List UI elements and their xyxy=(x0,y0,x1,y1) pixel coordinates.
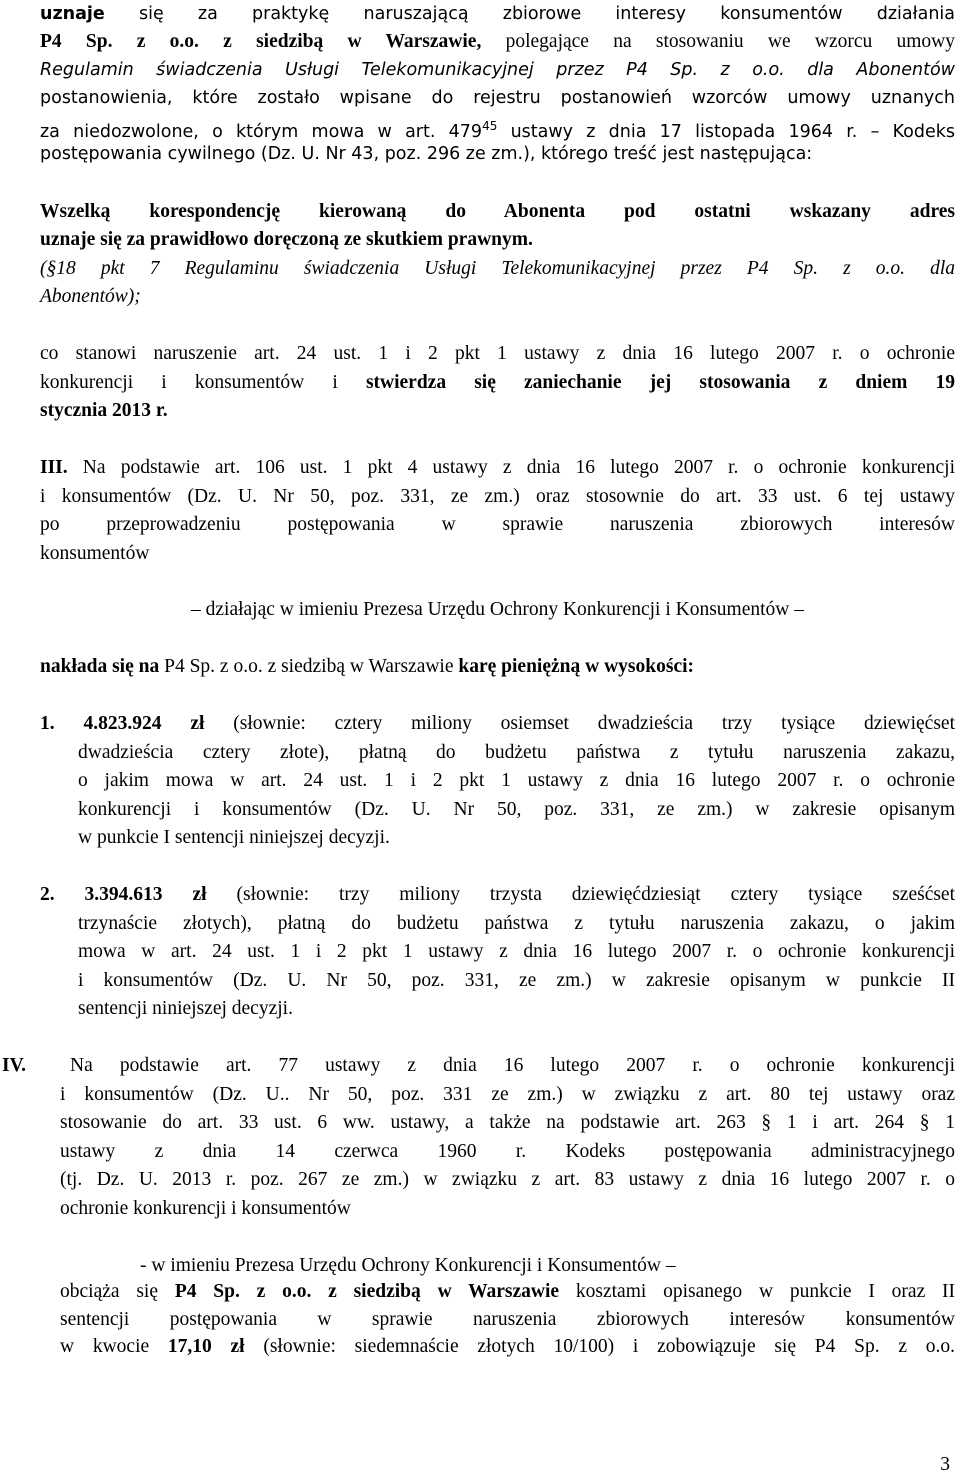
quote-line: Abonentów); xyxy=(40,286,141,307)
text-line: konsumentów xyxy=(40,543,150,564)
text-line: i konsumentów (Dz. U. Nr 50, poz. 331, ze zm.) oraz stosownie do art. 33 ust. 6 tej ustawy xyxy=(40,486,955,507)
text-line: (tj. Dz. U. 2013 r. poz. 267 ze zm.) w związku z art. 83 ustawy z dnia 16 lutego 2007 r. o xyxy=(60,1169,955,1190)
text-line: trzynaście złotych), płatną do budżetu państwa z tytułu naruszenia zakazu, o jakim xyxy=(78,913,955,934)
text-line: ustawy z dnia 14 czerwca 1960 r. Kodeks postępowania administracyjnego xyxy=(60,1141,955,1162)
text-line: konkurencji i konsumentów i stwierdza się zaniechanie jej stosowania z dniem 19 xyxy=(40,372,955,393)
text-line: w kwocie 17,10 zł (słownie: siedemnaście złotych 10/100) i zobowiązuje się P4 Sp. z o.o. xyxy=(60,1336,955,1357)
text-line: nakłada się na P4 Sp. z o.o. z siedzibą w Warszawie karę pieniężną w wysokości: xyxy=(40,656,695,677)
text-line: za niedozwolone, o którym mowa w art. $479^{45}$ ustawy z dnia 17 listopada 1964 r. – Kodeks xyxy=(40,119,956,142)
text-line: i konsumentów (Dz. U. Nr 50, poz. 331, ze zm.) w zakresie opisanym w punkcie II xyxy=(78,970,955,991)
text-line: postępowania cywilnego (Dz. U. Nr 43, poz. 296 ze zm.), którego treść jest następująca: xyxy=(40,144,813,164)
quote-line: Wszelką korespondencję kierowaną do Abonenta pod ostatni wskazany adres xyxy=(40,201,955,222)
text-line: w punkcie I sentencji niniejszej decyzji. xyxy=(78,827,390,848)
text-line: dwadzieścia cztery złote), płatną do budżetu państwa z tytułu naruszenia zakazu, xyxy=(78,742,955,763)
quote-line: (§18 pkt 7 Regulaminu świadczenia Usługi Telekomunikacyjnej przez P4 Sp. z o.o. dla xyxy=(40,258,955,279)
penalty-item: 1. 4.823.924 zł (słownie: cztery miliony osiemset dwadzieścia trzy tysiące dziewięćset xyxy=(40,713,956,734)
text-line: obciąża się P4 Sp. z o.o. z siedzibą w Warszawie kosztami opisanego w punkcie I oraz II xyxy=(60,1281,956,1302)
text-line: sentencji postępowania w sprawie naruszenia zbiorowych interesów konsumentów xyxy=(60,1309,955,1330)
text-line: co stanowi naruszenie art. 24 ust. 1 i 2 pkt 1 ustawy z dnia 16 lutego 2007 r. o ochronie xyxy=(40,343,955,364)
text-line: P4 Sp. z o.o. z siedzibą w Warszawie, polegające na stosowaniu we wzorcu umowy xyxy=(40,31,956,52)
acting-line: – działając w imieniu Prezesa Urzędu Ochrony Konkurencji i Konsumentów – xyxy=(191,599,804,620)
text-line: po przeprowadzeniu postępowania w sprawie naruszenia zbiorowych interesów xyxy=(40,514,955,535)
text-line: sentencji niniejszej decyzji. xyxy=(78,998,293,1019)
acting-line: - w imieniu Prezesa Urzędu Ochrony Konkurencji i Konsumentów – xyxy=(140,1255,676,1276)
text-line: i konsumentów (Dz. U.. Nr 50, poz. 331 ze zm.) w związku z art. 80 tej ustawy oraz xyxy=(60,1084,955,1105)
text-line: o jakim mowa w art. 24 ust. 1 i 2 pkt 1 ustawy z dnia 16 lutego 2007 r. o ochronie xyxy=(78,770,955,791)
text-line: konkurencji i konsumentów (Dz. U. Nr 50, poz. 331, ze zm.) w zakresie opisanym xyxy=(78,799,955,820)
penalty-item: 2. 3.394.613 zł (słownie: trzy miliony trzysta dziewięćdziesiąt cztery tysiące sześćset xyxy=(40,884,956,905)
section-heading: IV. xyxy=(2,1055,27,1076)
section-heading: III. Na podstawie art. 106 ust. 1 pkt 4 ustawy z dnia 16 lutego 2007 r. o ochronie konkurencji xyxy=(40,457,955,478)
text-line: stosowanie do art. 33 ust. 6 ww. ustawy, a także na podstawie art. 263 § 1 i art. 264 § 1 xyxy=(60,1112,955,1133)
text-line: Regulamin świadczenia Usługi Telekomunikacyjnej przez P4 Sp. z o.o. dla Abonentów xyxy=(40,60,955,80)
text-line: stycznia 2013 r. xyxy=(40,400,168,421)
text-line: ochronie konkurencji i konsumentów xyxy=(60,1198,351,1219)
quote-line: uznaje się za prawidłowo doręczoną ze skutkiem prawnym. xyxy=(40,229,533,250)
text-line: Na podstawie art. 77 ustawy z dnia 16 lutego 2007 r. o ochronie konkurencji xyxy=(70,1055,955,1076)
text-line: postanowienia, które zostało wpisane do rejestru postanowień wzorców umowy uznanych xyxy=(40,88,955,108)
text-line: uznaje się za praktykę naruszającą zbiorowe interesy konsumentów działania xyxy=(40,4,955,24)
page-number: 3 xyxy=(940,1454,950,1475)
text-line: mowa w art. 24 ust. 1 i 2 pkt 1 ustawy z dnia 16 lutego 2007 r. o ochronie konkurencji xyxy=(78,941,955,962)
